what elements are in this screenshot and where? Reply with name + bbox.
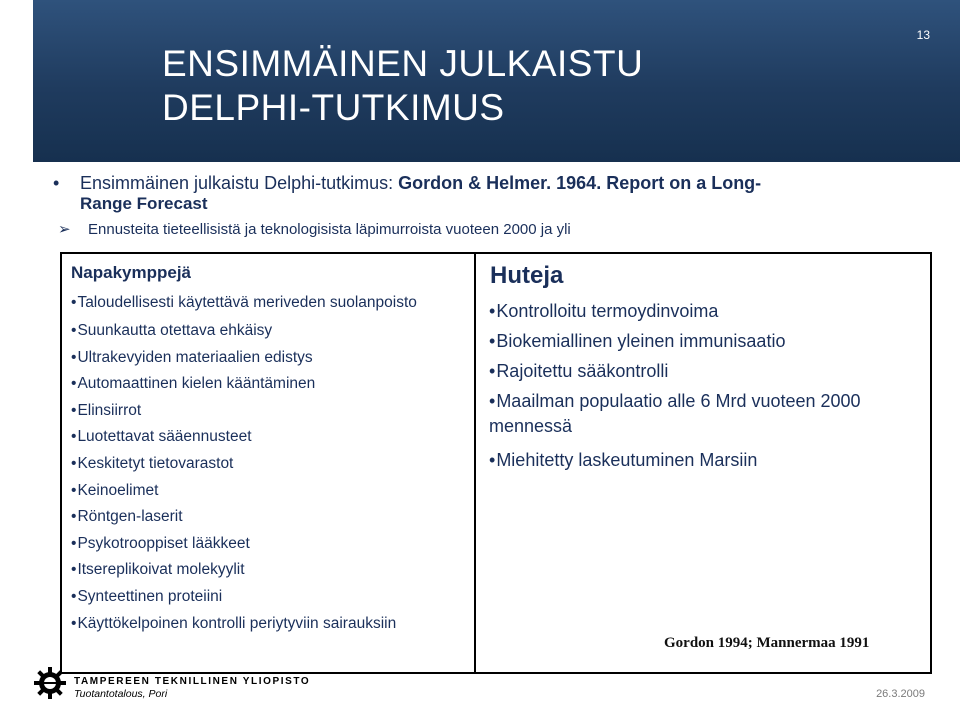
intro-sub-text: Ennusteita tieteellisistä ja teknologisista läpimurroista vuoteen 2000 ja yli: [88, 221, 571, 238]
hits-panel: [60, 252, 476, 674]
slide-date: 26.3.2009: [876, 688, 925, 700]
citation: Gordon 1994; Mannermaa 1991: [664, 635, 870, 651]
arrow-bullet-icon: ➢: [58, 221, 71, 238]
department-name: Tuotantotalous, Pori: [74, 688, 168, 700]
title-line-2: DELPHI-TUTKIMUS: [162, 87, 505, 128]
list-item: •Miehitetty laskeutuminen Marsiin: [489, 450, 758, 470]
list-item: •Ultrakevyiden materiaalien edistys: [71, 348, 313, 366]
intro-reference: Gordon & Helmer. 1964. Report on a Long-: [398, 173, 762, 193]
gear-logo-icon: [33, 666, 67, 700]
list-item: •Luotettavat sääennusteet: [71, 428, 252, 446]
intro-bullet: [50, 172, 930, 194]
list-item: •Röntgen-laserit: [71, 508, 183, 526]
intro-reference-cont: Range Forecast: [80, 194, 208, 213]
misses-list: [489, 296, 919, 475]
list-item: •Suunkautta otettava ehkäisy: [71, 322, 273, 339]
bullet-icon: •: [53, 173, 60, 193]
hits-list: [71, 292, 471, 637]
list-item: •Synteettinen proteiini: [71, 587, 223, 605]
university-name: TAMPEREEN TEKNILLINEN YLIOPISTO: [74, 676, 311, 687]
page-number: 13: [916, 28, 930, 42]
list-item: •Keskitetyt tietovarastot: [71, 454, 234, 472]
list-item: •Automaattinen kielen kääntäminen: [71, 375, 316, 393]
list-item: •Itsereplikoivat molekyylit: [71, 561, 245, 579]
list-item: •Rajoitettu sääkontrolli: [489, 361, 669, 381]
intro-sub-bullet: [50, 220, 930, 240]
hits-heading: Napakymppejä: [71, 263, 191, 282]
intro-section: [50, 172, 930, 240]
list-item: •Kontrolloitu termoydinvoima: [489, 301, 719, 321]
list-item: •Biokemiallinen yleinen immunisaatio: [489, 331, 786, 351]
misses-panel: [474, 252, 932, 674]
slide-title: [162, 42, 643, 130]
list-item: •Taloudellisesti käytettävä meriveden suolanpoisto: [71, 294, 417, 311]
list-item: •Psykotrooppiset lääkkeet: [71, 534, 250, 552]
list-item: •Käyttökelpoinen kontrolli periytyviin sairauksiin: [71, 614, 397, 632]
list-item: •Keinoelimet: [71, 481, 159, 499]
list-item: •Maailman populaatio alle 6 Mrd vuoteen 2000 mennessä: [489, 391, 861, 436]
misses-heading: Huteja: [490, 262, 564, 289]
title-line-1: ENSIMMÄINEN JULKAISTU: [162, 43, 644, 84]
list-item: •Elinsiirrot: [71, 401, 142, 419]
intro-text: Ensimmäinen julkaistu Delphi-tutkimus:: [80, 173, 399, 193]
